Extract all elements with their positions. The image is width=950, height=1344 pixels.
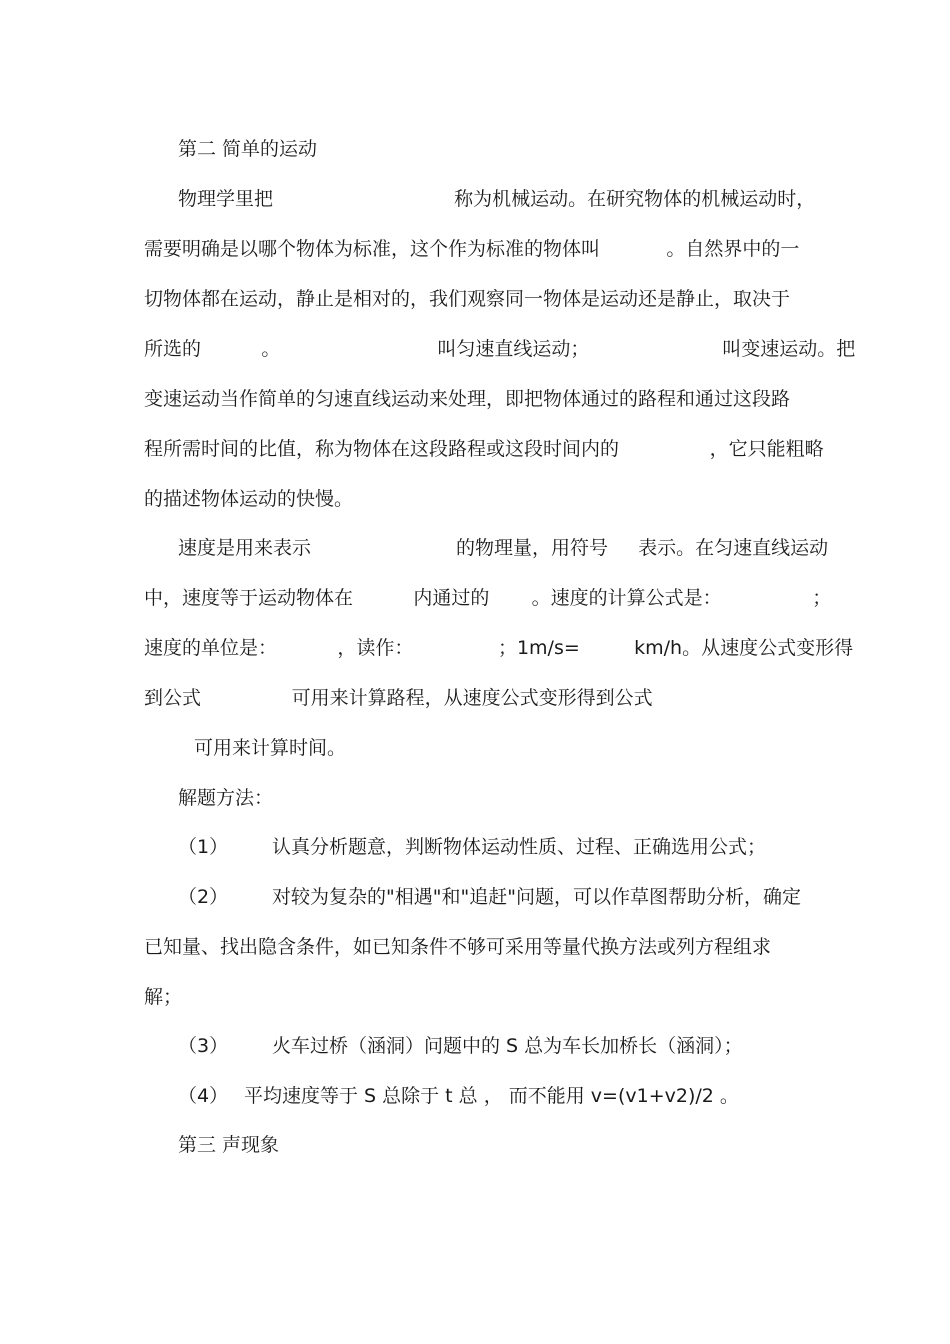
list-item-text: 已知量、找出隐含条件，如已知条件不够可采用等量代换方法或列方程组求 <box>144 936 772 958</box>
list-item-number: （2） <box>178 886 229 908</box>
paragraph-line: 可用来计算时间。 <box>194 737 347 759</box>
section-heading: 第二 简单的运动 <box>178 138 318 160</box>
paragraph-line: 的描述物体运动的快慢。 <box>144 488 354 510</box>
paragraph-line: 速度的单位是： ，读作： ；1m/s= km/h。从速度公式变形得 <box>144 637 854 659</box>
paragraph-line: 程所需时间的比值，称为物体在这段路程或这段时间内的 ，它只能粗略 <box>144 438 824 460</box>
paragraph-line: 中，速度等于运动物体在 内通过的 。速度的计算公式是： ； <box>144 587 832 609</box>
section-heading: 第三 声现象 <box>178 1134 280 1156</box>
list-item-number: （3） <box>178 1035 229 1057</box>
paragraph-line: 所选的 。 叫匀速直线运动； 叫变速运动。把 <box>144 338 856 360</box>
paragraph-line: 物理学里把 称为机械运动。在研究物体的机械运动时， <box>178 188 816 210</box>
paragraph-line: 切物体都在运动，静止是相对的，我们观察同一物体是运动还是静止，取决于 <box>144 288 791 310</box>
list-item-text: 平均速度等于 S 总除于 t 总 ， 而不能用 v=(v1+v2)/2 。 <box>244 1085 739 1107</box>
list-item-text: 认真分析题意，判断物体运动性质、过程、正确选用公式； <box>272 836 767 858</box>
list-item-number: （4） <box>178 1085 229 1107</box>
list-item-text: 火车过桥（涵洞）问题中的 S 总为车长加桥长（涵洞）； <box>272 1035 743 1057</box>
list-item-text: 对较为复杂的"相遇"和"追赶"问题，可以作草图帮助分析，确定 <box>272 886 801 908</box>
paragraph-line: 变速运动当作简单的匀速直线运动来处理，即把物体通过的路程和通过这段路 <box>144 388 791 410</box>
methods-title: 解题方法： <box>178 787 274 809</box>
paragraph-line: 到公式 可用来计算路程，从速度公式变形得到公式 <box>144 687 653 709</box>
paragraph-line: 速度是用来表示 的物理量，用符号 表示。在匀速直线运动 <box>178 537 829 559</box>
paragraph-line: 需要明确是以哪个物体为标准，这个作为标准的物体叫 。自然界中的一 <box>144 238 800 260</box>
list-item-number: （1） <box>178 836 229 858</box>
list-item-text: 解； <box>144 986 183 1008</box>
